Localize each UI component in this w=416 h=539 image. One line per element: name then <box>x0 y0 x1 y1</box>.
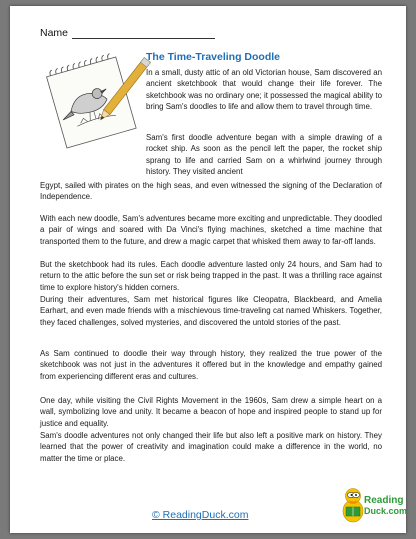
readingduck-link[interactable]: © ReadingDuck.com <box>152 509 249 521</box>
sketchbook-illustration-icon <box>41 49 146 149</box>
paragraph-7: One day, while visiting the Civil Rights Movement in the 1960s, Sam drew a simple heart on a wall, symbolizing love and unity. It became a beacon of hope and inspired people to stand up for justice and equality. <box>40 396 382 428</box>
paragraph-3: With each new doodle, Sam's adventures became more exciting and unpredictable. They doodled a pair of wings and soared with Da Vinci's flying machines, sketched a time machine that transported them to the future, and drew a magic carpet that whisked them away to far-off lands. <box>40 214 382 246</box>
worksheet-page <box>10 6 406 533</box>
logo-text-duck: Duck.com <box>364 506 408 516</box>
paragraph-1: In a small, dusty attic of an old Victorian house, Sam discovered an ancient sketchbook that would change their life forever. The sketchbook was no ordinary one; it possessed the magical ability to bring Sam's doodles to life and allow them to travel through time. <box>146 68 382 112</box>
paragraph-5: During their adventures, Sam met historical figures like Cleopatra, Blackbeard, and Amelia Earhart, and even made friends with a mischievous time-traveling cat named Whiskers. Together, they faced challenges, solved mysteries, and discovered the untold stories of the past. <box>40 295 382 327</box>
paragraph-8: Sam's doodle adventures not only changed their life but also left a positive mark on history. They learned that the power of creativity and imagination could make a difference in the world, no matter the time or place. <box>40 431 382 463</box>
story-title: The Time-Traveling Doodle <box>146 51 280 63</box>
paragraph-4: But the sketchbook had its rules. Each doodle adventure lasted only 24 hours, and Sam had to return to the attic before the sun set or risk being trapped in the past. It was a thrilling race against time to explore history's hidden corners. <box>40 260 382 292</box>
name-row <box>40 27 215 39</box>
logo-text-reading: Reading <box>364 495 404 506</box>
paragraph-2: Sam's first doodle adventure began with a simple drawing of a rocket ship. As soon as the pencil left the paper, the rocket ship sprang to life and carried Sam on a whirlwind journey through history. They visited ancient <box>146 133 382 177</box>
reading-duck-logo-icon <box>340 481 408 527</box>
name-line <box>72 29 215 39</box>
paragraph-2-continued: Egypt, sailed with pirates on the high seas, and even witnessed the signing of the Declaration of Independence. <box>40 181 382 202</box>
name-label: Name <box>40 27 69 39</box>
paragraph-6: As Sam continued to doodle their way through history, they realized the true power of the sketchbook was not just in the adventures it offered but in the knowledge and empathy gained from experiencing different eras and cultures. <box>40 349 382 381</box>
